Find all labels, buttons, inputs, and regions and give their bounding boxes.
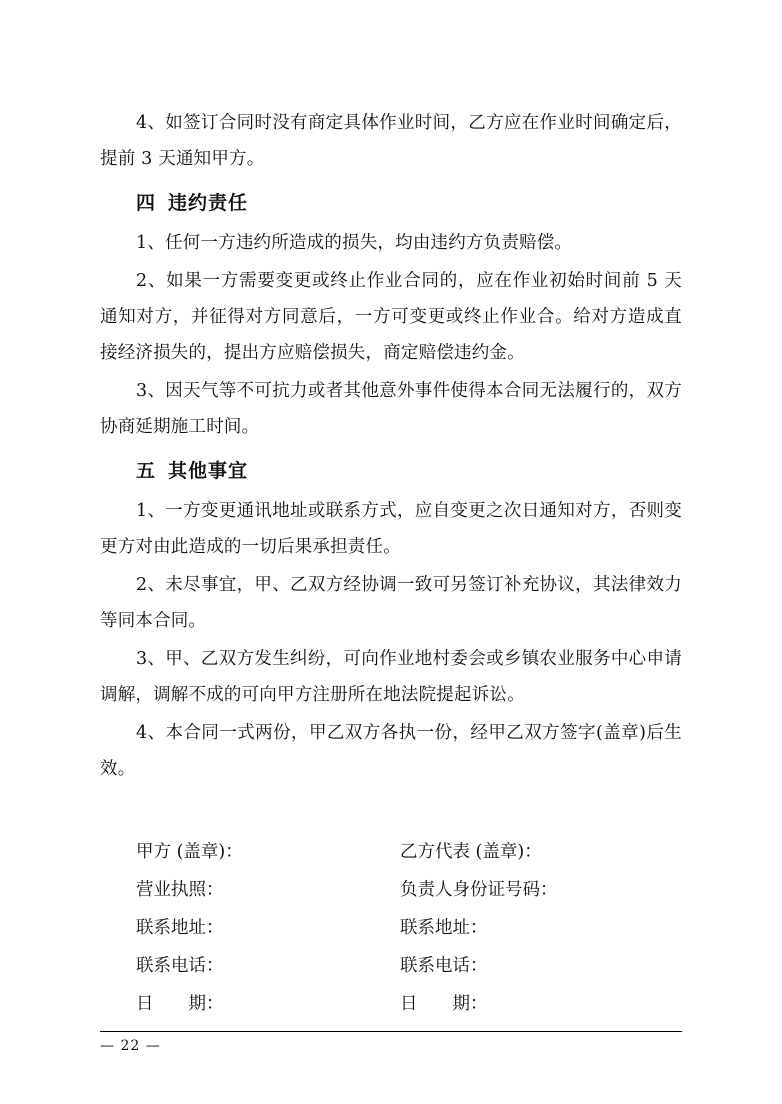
paragraph-breach-1 [100, 225, 682, 261]
paragraph-text: 4、如签订合同时没有商定具体作业时间，乙方应在作业时间确定后，提前 3 天通知甲方。 [100, 113, 682, 169]
signature-row [100, 833, 682, 871]
paragraph-text: 3、因天气等不可抗力或者其他意外事件使得本合同无法履行的，双方协商延期施工时间。 [100, 381, 682, 437]
section-heading-five [100, 451, 682, 491]
paragraph-text: 3、甲、乙双方发生纠纷，可向作业地村委会或乡镇农业服务中心申请调解，调解不成的可向甲方注册所在地法院提起诉讼。 [100, 649, 682, 705]
signature-field-phone-b: 联系电话： [400, 956, 488, 976]
page-number: — 22 — [100, 1038, 161, 1054]
paragraph-text: 1、一方变更通讯地址或联系方式，应自变更之次日通知对方，否则变更方对由此造成的一切后果承担责任。 [100, 501, 682, 557]
paragraph-other-1 [100, 493, 682, 565]
paragraph-breach-3 [100, 373, 682, 445]
signature-row [100, 909, 682, 947]
signature-field-party-b-seal: 乙方代表 (盖章)： [400, 842, 542, 862]
document-body [100, 105, 682, 1023]
paragraph-other-2 [100, 567, 682, 639]
signature-field-phone-a: 联系电话： [136, 956, 224, 976]
paragraph-text: 2、如果一方需要变更或终止作业合同的，应在作业初始时间前 5 天通知对方，并征得对方同意后，一方可变更或终止作业合。给对方造成直接经济损失的，提出方应赔偿损失，商定赔偿违约金。 [100, 271, 682, 363]
section-number: 五 [136, 460, 157, 482]
paragraph-text: 4、本合同一式两份，甲乙双方各执一份，经甲乙双方签字(盖章)后生效。 [100, 723, 682, 779]
section-title: 其他事宜 [168, 460, 249, 482]
paragraph-other-4 [100, 715, 682, 787]
signature-row [100, 871, 682, 909]
signature-field-date-a: 日 期： [136, 994, 224, 1014]
signature-block [100, 833, 682, 1023]
signature-field-address-b: 联系地址： [400, 918, 488, 938]
paragraph-breach-2 [100, 263, 682, 371]
signature-field-business-license: 营业执照： [136, 880, 224, 900]
section-heading-four [100, 183, 682, 223]
footer-divider [100, 1031, 682, 1032]
paragraph-text: 2、未尽事宜，甲、乙双方经协调一致可另签订补充协议，其法律效力等同本合同。 [100, 575, 682, 631]
signature-field-address-a: 联系地址： [136, 918, 224, 938]
signature-row [100, 985, 682, 1023]
paragraph-other-3 [100, 641, 682, 713]
section-title: 违约责任 [168, 192, 249, 214]
signature-field-date-b: 日 期： [400, 994, 488, 1014]
paragraph-text: 1、任何一方违约所造成的损失，均由违约方负责赔偿。 [136, 233, 573, 253]
signature-row [100, 947, 682, 985]
section-number: 四 [136, 192, 157, 214]
signature-field-id-number: 负责人身份证号码： [400, 880, 558, 900]
signature-field-party-a-seal: 甲方 (盖章)： [136, 842, 243, 862]
paragraph-schedule-notice [100, 105, 682, 177]
